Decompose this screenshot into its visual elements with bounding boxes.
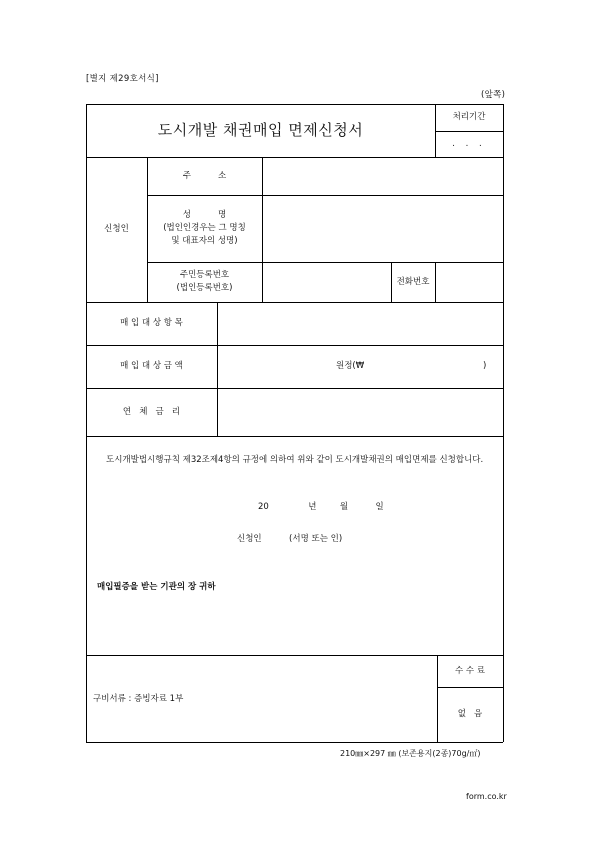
signature-note: (서명 또는 인) [289,534,343,544]
id-number-field[interactable] [262,262,391,302]
fee-label: 수 수 료 [454,665,486,676]
overdue-interest-label: 연 체 금 리 [122,406,181,417]
purchase-item-label: 매 입 대 상 항 목 [120,318,183,328]
date-prefix: 20 [258,502,269,512]
phone-field[interactable] [435,262,503,302]
processing-period-label: 처리기간 [452,112,486,122]
amount-prefix: 원정(₩ [336,361,365,371]
form-title: 도시개발 채권매입 면제신청서 [157,121,364,139]
name-label-line-1: 성 명 [182,210,227,220]
form-number: [별지 제29호서식] [86,74,159,84]
phone-label: 전화번호 [396,276,430,287]
address-field[interactable] [262,157,503,195]
statement-body: 도시개발법시행규칙 제32조제4항의 규정에 의하여 위와 같이 도시개발채권의 매입면제를 신청합니다. [106,455,484,465]
processing-period-value: . . . [452,138,486,149]
frame-right [503,104,504,742]
name-label-line-3: 및 대표자의 성명) [171,236,238,246]
id-number-label-line-2: (법인등록번호) [176,283,233,293]
date-line [258,500,384,512]
date-month: 월 [339,502,349,512]
id-number-label [147,262,262,302]
site-name: form.co.kr [466,792,507,801]
name-label-line-2: (법인인경우는 그 명칭 [163,223,246,233]
date-day: 일 [375,502,384,512]
purchase-amount-label: 매 입 대 상 금 액 [120,361,183,371]
overdue-interest-field[interactable] [217,388,503,436]
name-field[interactable] [262,195,503,262]
amount-suffix: ) [483,361,487,371]
page-side-label: (앞쪽) [481,90,506,100]
id-number-label-line-1: 주민등록번호 [179,270,230,280]
frame-bottom [86,742,503,743]
date-year: 년 [308,502,317,512]
purchase-amount-field[interactable] [217,345,503,388]
name-label [147,195,262,262]
purchase-item-field[interactable] [217,302,503,345]
addressee: 매입필증을 받는 기관의 장 귀하 [97,582,216,592]
row-line [86,436,503,437]
address-label: 주 소 [182,170,227,181]
required-documents: 구비서류 : 증빙자료 1부 [93,694,184,704]
signer-line [237,532,342,544]
fee-value: 없 음 [457,709,483,719]
paper-spec: 210㎜×297 ㎜ (보존용지(2종)70g/㎡) [340,749,481,758]
applicant-label: 신청인 [104,224,129,234]
signer-label: 신청인 [237,534,262,544]
